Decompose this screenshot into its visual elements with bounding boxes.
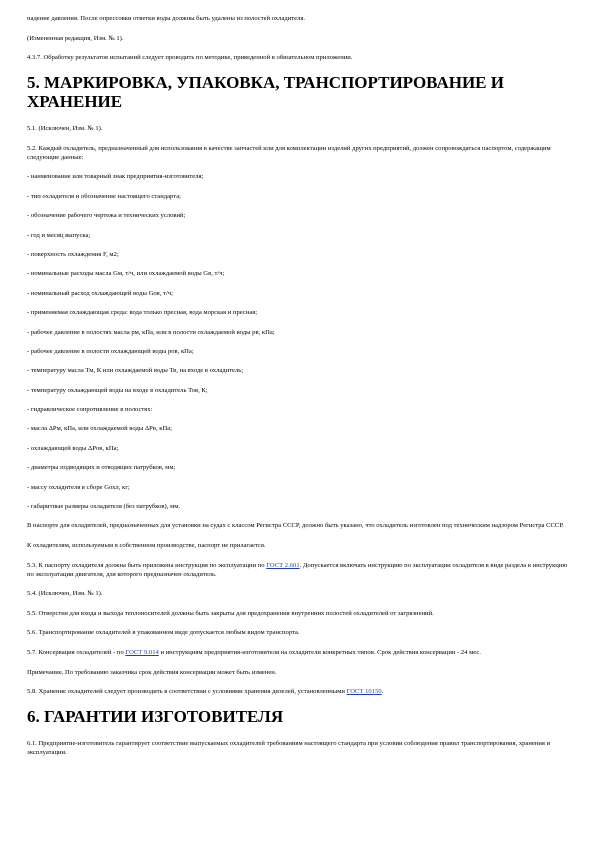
passport-data-list — [27, 172, 568, 511]
paragraph-5-8-text-end: . — [381, 688, 384, 696]
paragraph-5-8 — [27, 687, 568, 696]
paragraph-5-5: 5.5. Отверстия для входа и выхода теплоносителей должны быть закрыты для предохранения внутренних полостей охладителей от загрязнений. — [27, 609, 434, 617]
paragraph-5-2: 5.2. Каждый охладитель, предназначенный для использования в качестве запчастей или для комплектации изделий других предприятий, должен сопровождаться паспортом, содержащим следующие данные: — [27, 144, 551, 161]
paragraph-5-8-text-start: 5.8. Хранение охладителей следует производить в соответствии с условиями хранения дизелей, установленными — [27, 688, 347, 696]
list-item: - номинальный расход охлаждающей воды Gов, т/ч; — [27, 289, 173, 297]
register-paragraph: В паспорте для охладителей, предназначенных для установки на судах с классом Регистра СССР, должно быть указано, что охладитель изготовлен под техническим надзором Регистра СССР. — [27, 522, 564, 530]
list-item: - гидравлическое сопротивление в полостях: — [27, 406, 153, 414]
paragraph-5-6: 5.6. Транспортирование охладителей в упакованном виде допускается любым видом транспорта. — [27, 629, 300, 637]
list-item: - диаметры подводящих и отводящих патрубков, мм; — [27, 464, 176, 472]
list-item: - температуру охлаждающей воды на входе в охладитель Тов, К; — [27, 386, 208, 394]
paragraph-6-1: 6.1. Предприятие-изготовитель гарантирует соответствие выпускаемых охладителей требованиям настоящего стандарта при условии соблюдения правил транспортирования, хранения и эксплуатации. — [27, 739, 551, 756]
intro-paragraph-2: (Измененная редакция, Изм. № 1). — [27, 34, 124, 42]
paragraph-5-3-text-end: . Допускается включать инструкцию по эксплуатации охладителя в виде раздела в инструкцию по эксплуатации двигателя, для которого предназначен охладитель. — [27, 561, 568, 578]
section-5-heading: 5. МАРКИРОВКА, УПАКОВКА, ТРАНСПОРТИРОВАНИЕ И ХРАНЕНИЕ — [27, 73, 504, 112]
paragraph-5-1: 5.1. (Исключен, Изм. № 1). — [27, 125, 103, 133]
list-item: - температуру масла Тм, К или охлаждаемой воды Тв, на входе в охладитель; — [27, 367, 244, 375]
own-production-paragraph: К охладителям, используемым в собственном производстве, паспорт не прилагается. — [27, 542, 266, 549]
paragraph-4-3-7: 4.3.7. Обработку результатов испытаний следует проводить по методике, приведенной в обязательном приложении. — [27, 54, 353, 62]
section-6-heading: 6. ГАРАНТИИ ИЗГОТОВИТЕЛЯ — [27, 706, 284, 726]
paragraph-5-7 — [27, 648, 568, 657]
paragraph-5-3 — [27, 561, 568, 579]
list-item: - рабочее давление в полостях масла pм, кПа, или в полости охлаждаемой воды pв, кПа; — [27, 328, 275, 336]
list-item: - обозначение рабочего чертежа и технических условий; — [27, 212, 186, 220]
list-item: - наименование или товарный знак предприятия-изготовителя; — [27, 173, 204, 181]
list-item: - рабочее давление в полости охлаждающей воды pов, кПа; — [27, 347, 194, 355]
note-paragraph: Примечание. По требованию заказчика срок действия консервации может быть изменен. — [27, 668, 277, 676]
document-page — [27, 14, 568, 767]
intro-paragraph-1: падение давления. После опрессовки отвeтки воды должны быть удалены из полостей охладителя. — [27, 15, 306, 22]
list-item: - тип охладителя и обозначение настоящего стандарта; — [27, 192, 181, 200]
paragraph-5-3-text-start: 5.3. К паспорту охладителя должна быть приложена инструкция по эксплуатации по — [27, 561, 267, 569]
gost-9-014-link[interactable]: ГОСТ 9.014 — [125, 648, 159, 656]
list-item: - номинальные расходы масла Gм, т/ч, или охлаждаемой воды Gв, т/ч; — [27, 270, 225, 278]
paragraph-5-7-text-end: и инструкциям предприятия-изготовителя на охладители конкретных типов. Срок действия консервации - 24 мес. — [158, 648, 481, 656]
list-item: - охлаждающей воды ΔPов, кПа; — [27, 444, 119, 452]
list-item: - год и месяц выпуска; — [27, 231, 91, 239]
paragraph-5-4: 5.4. (Исключен, Изм. № 1). — [27, 590, 103, 598]
list-item: - габаритные размеры охладителя (без патрубков), мм. — [27, 503, 181, 511]
gost-10150-link[interactable]: ГОСТ 10150 — [346, 688, 382, 696]
paragraph-5-7-text-start: 5.7. Консервация охладителей - по — [27, 648, 126, 656]
list-item: - массу охладителя в сборе Gохл, кг; — [27, 483, 130, 491]
gost-2-601-link[interactable]: ГОСТ 2.601 — [266, 561, 300, 569]
list-item: - применяемая охлаждающая среда: вода только пресная, вода морская и пресная; — [27, 309, 258, 317]
list-item: - масла ΔPм, кПа, или охлаждаемой воды ΔPв, кПа; — [27, 425, 172, 433]
list-item: - поверхность охлаждения F, м2; — [27, 250, 119, 258]
